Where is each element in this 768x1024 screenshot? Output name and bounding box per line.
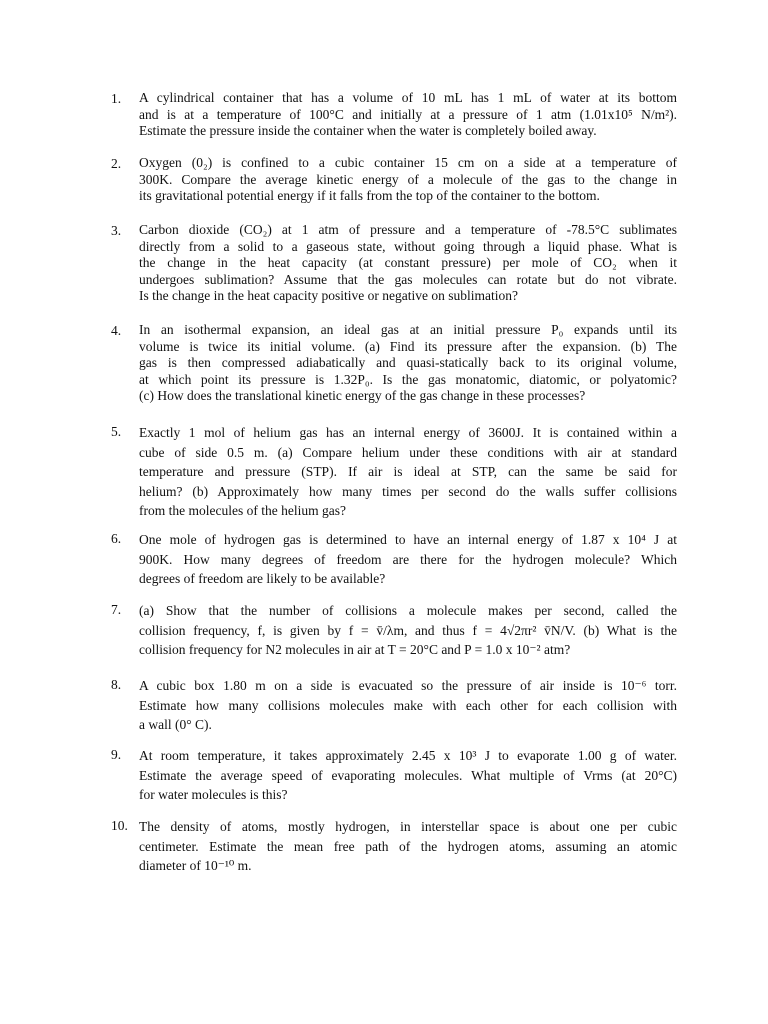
problem-text-line: Oxygen (0₂) is confined to a cubic container 15 cm on a side at a temperature of: [139, 155, 677, 170]
problem-text-line: Estimate the pressure inside the container when the water is completely boiled away.: [139, 123, 597, 139]
problem-text-line: One mole of hydrogen gas is determined to have an internal energy of 1.87 x 10⁴ J at: [139, 532, 677, 547]
problem-text-line: Estimate how many collisions molecules make with each other for each collision with: [139, 697, 677, 713]
problem-text-line: (c) How does the translational kinetic energy of the gas change in these processes?: [139, 388, 586, 404]
problem-text-line: for water molecules is this?: [139, 787, 288, 802]
problem-text-line: degrees of freedom are likely to be available?: [139, 571, 386, 586]
problem-text-line: A cubic box 1.80 m on a side is evacuated so the pressure of air inside is 10⁻⁶ torr.: [139, 678, 677, 693]
problem-number: 3.: [111, 223, 122, 238]
problem-number: 7.: [111, 602, 122, 617]
problem-text-line: 900K. How many degrees of freedom are there for the hydrogen molecule? Which: [139, 551, 677, 567]
problem-text-line: from the molecules of the helium gas?: [139, 503, 346, 518]
problem-text-line: a wall (0° C).: [139, 717, 212, 732]
problem-number: 9.: [111, 747, 122, 762]
problem-text-line: (a) Show that the number of collisions a molecule makes per second, called the: [139, 603, 677, 618]
problem-number: 2.: [111, 156, 122, 171]
problem-text-line: At room temperature, it takes approximately 2.45 x 10³ J to evaporate 1.00 g of water.: [139, 748, 677, 763]
problem-text-line: temperature and pressure (STP). If air is ideal at STP, can the same be said for: [139, 464, 677, 479]
problem-3: [111, 222, 677, 305]
problem-7: [111, 601, 677, 660]
problem-text-line: directly from a solid to a gaseous state, without going through a liquid phase. What is: [139, 238, 677, 254]
problem-text-line: Carbon dioxide (CO₂) at 1 atm of pressure and a temperature of -78.5°C sublimates: [139, 222, 677, 237]
problem-2: [111, 155, 677, 205]
problem-text-line: and is at a temperature of 100°C and initially at a pressure of 1 atm (1.01x10⁵ N/m²).: [139, 106, 677, 122]
problem-text-line: undergoes sublimation? Assume that the gas molecules can rotate but do not vibrate.: [139, 271, 677, 287]
problem-text-line: diameter of 10⁻¹⁰ m.: [139, 858, 252, 873]
problem-text-line: Exactly 1 mol of helium gas has an internal energy of 3600J. It is contained within a: [139, 425, 677, 440]
problem-6: [111, 530, 677, 589]
problem-text-line: collision frequency for N2 molecules in air at T = 20°C and P = 1.0 x 10⁻² atm?: [139, 642, 571, 657]
problem-10: [111, 817, 677, 876]
problem-text-line: In an isothermal expansion, an ideal gas at an initial pressure P₀ expands until its: [139, 322, 677, 337]
problem-text-line: at which point its pressure is 1.32P₀. Is the gas monatomic, diatomic, or polyatomic?: [139, 371, 677, 387]
problem-number: 5.: [111, 424, 122, 439]
problem-5: [111, 423, 677, 521]
problem-text-line: 300K. Compare the average kinetic energy of a molecule of the gas to the change in: [139, 171, 677, 187]
problem-number: 1.: [111, 91, 122, 106]
problem-4: [111, 322, 677, 405]
problem-text-line: gas is then compressed adiabatically and quasi-statically back to its original volume,: [139, 355, 677, 371]
problem-text-line: centimeter. Estimate the mean free path of the hydrogen atoms, assuming an atomic: [139, 838, 677, 854]
problem-text-line: helium? (b) Approximately how many times per second do the walls suffer collisions: [139, 483, 677, 499]
problem-text-line: The density of atoms, mostly hydrogen, in interstellar space is about one per cubic: [139, 819, 677, 834]
problem-text-line: Is the change in the heat capacity positive or negative on sublimation?: [139, 288, 519, 304]
problem-9: [111, 746, 677, 805]
problem-number: 10.: [111, 818, 128, 833]
problem-8: [111, 676, 677, 735]
problem-text-line: cube of side 0.5 m. (a) Compare helium under these conditions with air at standard: [139, 444, 677, 460]
problem-number: 8.: [111, 677, 122, 692]
problem-number: 4.: [111, 323, 122, 338]
problem-number: 6.: [111, 531, 122, 546]
problem-text-line: the change in the heat capacity (at constant pressure) per mole of CO₂ when it: [139, 255, 677, 271]
problem-text-line: collision frequency, f, is given by f = v̄/λm, and thus f = 4√2πr² v̄N/V. (b) What is the: [139, 622, 677, 638]
problem-text-line: volume is twice its initial volume. (a) Find its pressure after the expansion. (b) The: [139, 338, 677, 354]
problem-text-line: its gravitational potential energy if it falls from the top of the container to the bottom.: [139, 188, 600, 204]
problem-1: [111, 90, 677, 140]
problem-text-line: Estimate the average speed of evaporating molecules. What multiple of Vrms (at 20°C): [139, 767, 677, 783]
problem-text-line: A cylindrical container that has a volume of 10 mL has 1 mL of water at its bottom: [139, 90, 677, 105]
